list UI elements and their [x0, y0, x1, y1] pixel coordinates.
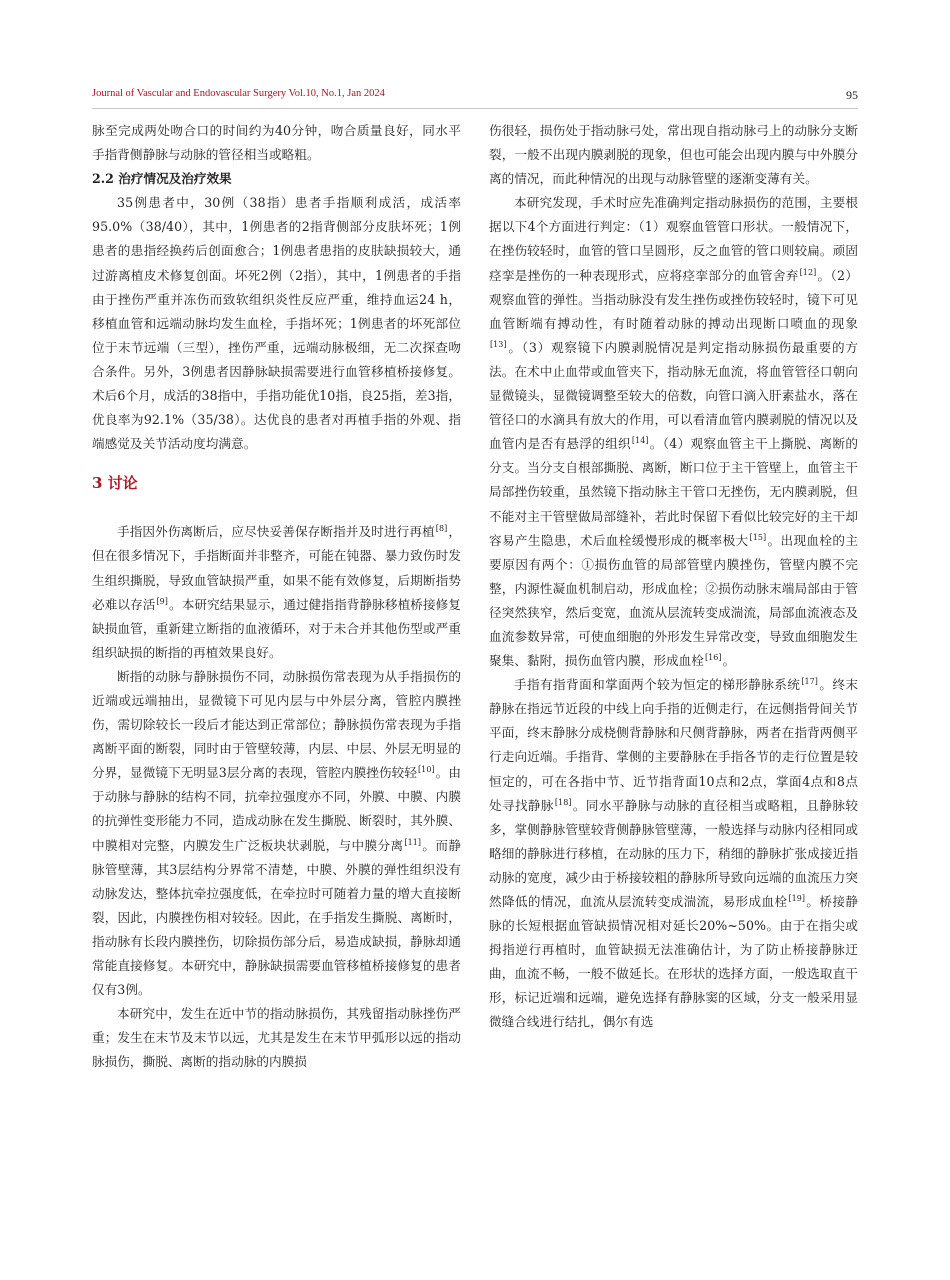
citation-ref: [15]	[749, 532, 767, 542]
text-run: 。本研究结果显示，通过健指指背静脉移植桥接修复缺损血管，重新建立断指的血液循环，对于未合并其他伤型或严重组织缺损的断指的再植效果良好。	[92, 596, 461, 660]
text-run: 手指有指背面和掌面两个较为恒定的梯形静脉系统	[514, 677, 801, 693]
citation-ref: [13]	[490, 339, 507, 349]
body-paragraph	[92, 191, 461, 456]
body-paragraph	[92, 1002, 461, 1074]
body-paragraph	[92, 665, 461, 1002]
header-divider	[92, 108, 858, 109]
citation-ref: [16]	[704, 653, 722, 663]
body-paragraph	[92, 520, 461, 665]
text-run: 。而静脉管壁薄，其3层结构分界常不清楚，中膜、外膜的弹性组织没有动脉发达，整体抗牵拉强度低，在牵拉时可随着力量的增大直接断裂，因此，内膜挫伤相对较轻。因此，在手指发生撕脱、离断时，指动脉有长段内膜挫伤，切除损伤部分后，易造成缺损，静脉却通常能直接修复。本研究中，静脉缺损需要血管移植桥接修复的患者仅有3例。	[92, 837, 461, 998]
text-run: ，但在很多情况下，手指断面并非整齐，可能在钝器、暴力致伤时发生组织撕脱，导致血管缺损严重，如果不能有效修复，后期断指势必难以存活	[92, 524, 461, 612]
citation-ref: [14]	[631, 436, 649, 446]
text-run: 伤很轻，损伤处于指动脉弓处，常出现自指动脉弓上的动脉分支断裂，一般不出现内膜剥脱的现象，但也可能会出现内膜与中外膜分离的情况，而此种情况的出现与动脉管壁的逐渐变薄有关。	[489, 123, 858, 187]
body-paragraph	[489, 119, 858, 191]
text-run: 手指因外伤离断后，应尽快妥善保存断指并及时进行再植	[117, 524, 435, 540]
citation-ref: [17]	[801, 677, 818, 687]
citation-ref: [8]	[435, 524, 448, 534]
citation-ref: [10]	[418, 765, 435, 775]
text-run: 。桥接静脉的长短根据血管缺损情况相对延长20%~50%。由于在指尖或拇指逆行再植时，血管缺损无法准确估计，为了防止桥接静脉迂曲，血流不畅，一般不做延长。在形状的选择方面，一般选取直干形，标记近端和远端，避免选择有静脉窦的区域，分支一般采用显微缝合线进行结扎，偶尔有选	[489, 894, 858, 1030]
body-paragraph	[489, 673, 858, 1034]
text-run: 。同水平静脉与动脉的直径相当或略粗，且静脉较多，掌侧静脉管壁较背侧静脉管壁薄，一般选择与动脉内径相同或略细的静脉进行移植，在动脉的压力下，稍细的静脉扩张成接近指动脉的宽度，减少由于桥接较粗的静脉所导致向远端的血流压力突然降低的情况，血流从层流转变成湍流，易形成血栓	[489, 797, 858, 909]
text-run: 。由于动脉与静脉的结构不同，抗牵拉强度亦不同，外膜、中膜、内膜的抗弹性变形能力不同，造成动脉在发生撕脱、断裂时，其外膜、中膜相对完整，内膜发生广泛板块状剥脱，与中膜分离	[92, 765, 461, 853]
page-number: 95	[846, 88, 858, 102]
citation-ref: [19]	[788, 894, 806, 903]
citation-ref: [12]	[799, 267, 817, 277]
text-run: 脉至完成两处吻合口的时间约为40分钟，吻合质量良好，同水平手指背侧静脉与动脉的管径相当或略粗。	[92, 123, 461, 163]
left-column	[92, 119, 461, 1074]
text-run: 。（4）观察血管主干上撕脱、离断的分支。当分支自根部撕脱、离断，断口位于主干管壁上，血管主干局部挫伤较重，虽然镜下指动脉主干管口无挫伤，无内膜剥脱，但不能对主干管壁做局部缝补，若此时保留下看似比较完好的主干却容易产生隐患，术后血栓缓慢形成的概率极大	[489, 436, 858, 548]
section-heading: 3 讨论	[92, 474, 138, 493]
text-run: 。出现血栓的主要原因有两个：①损伤血管的局部管壁内膜挫伤，管壁内膜不完整，内源性凝血机制启动，形成血栓；②损伤动脉末端局部由于管径突然狭窄，然后变宽，血流从层流转变成湍流，局部血流液态及血流参数异常，可使血细胞的外形发生异常改变，导致血细胞发生聚集、黏附，损伤血管内膜，形成血栓	[489, 532, 858, 669]
text-run: 。终末静脉在指远节近段的中线上向手指的近侧走行，在远侧指骨间关节平面，终末静脉分成桡侧背静脉和尺侧背静脉，两者在指背两侧平行走向近端。手指背、掌侧的主要静脉在手指各节的走行位置是较恒定的，可在各指中节、近节指背面10点和2点，掌面4点和8点处寻找静脉	[489, 677, 858, 813]
journal-citation: Journal of Vascular and Endovascular Surgery Vol.10, No.1, Jan 2024	[92, 88, 385, 99]
text-run: 35例患者中，30例（38指）患者手指顺利成活，成活率95.0%（38/40），其中，1例患者的2指背侧部分皮肤坏死；1例患者的患指经换药后创面愈合；1例患者患指的皮肤缺损较大，通过游离植皮术修复创面。坏死2例（2指），其中，1例患者的手指由于挫伤严重并冻伤而致软组织炎性反应严重，维持血运24 h，移植血管和远端动脉均发生血栓，手指坏死；1例患者的坏死部位位于末节远端（三型），挫伤严重，远端动脉极细，无二次探查吻合条件。另外，3例患者因静脉缺损需要进行血管移植桥接修复。术后6个月，成活的38指中，手指功能优10指，良25指，差3指，优良率为92.1%（35/38）。达优良的患者对再植手指的外观、指端感觉及关节活动度均满意。	[92, 195, 461, 452]
citation-ref: [9]	[156, 596, 168, 606]
text-run: 本研究中，发生在近中节的指动脉损伤，其残留指动脉挫伤严重；发生在末节及末节以远，尤其是发生在末节甲弧形以远的指动脉损伤，撕脱、离断的指动脉的内膜损	[92, 1006, 461, 1070]
text-run: 。	[722, 653, 736, 669]
citation-ref: [11]	[404, 837, 422, 847]
body-paragraph	[92, 119, 461, 167]
right-column	[489, 119, 858, 1035]
text-run: 本研究发现，手术时应先准确判定指动脉损伤的范围，主要根据以下4个方面进行判定：（1）观察血管管口形状。一般情况下，在挫伤较轻时，血管的管口呈圆形，反之血管的管口则较扁。顽固痉挛是挫伤的一种表现形式，应将痉挛部分的血管舍弃	[489, 195, 858, 283]
text-run: 。（3）观察镜下内膜剥脱情况是判定指动脉损伤最重要的方法。在术中止血带或血管夹下，指动脉无血流，将血管管径口朝向显微镜头，显微镜调整至较大的倍数，向管口滴入肝素盐水，落在管径口的水滴具有放大的作用，可以看清血管内膜剥脱的情况以及血管内是否有悬浮的组织	[489, 339, 858, 452]
text-run: 。（2）观察血管的弹性。当指动脉没有发生挫伤或挫伤较轻时，镜下可见血管断端有搏动性，有时随着动脉的搏动出现断口喷血的现象	[489, 267, 858, 331]
citation-ref: [18]	[554, 797, 572, 807]
body-paragraph	[489, 191, 858, 673]
running-header	[92, 88, 858, 108]
subsection-heading: 2.2 治疗情况及治疗效果	[92, 171, 232, 187]
text-run: 断指的动脉与静脉损伤不同，动脉损伤常表现为从手指损伤的近端或远端抽出，显微镜下可见内层与中外层分离，管腔内膜挫伤，需切除较长一段后才能达到正常部位；静脉损伤常表现为手指离断平面的断裂，同时由于管壁较薄，内层、中层、外层无明显的分界，显微镜下无明显3层分离的表现，管腔内膜挫伤较轻	[92, 668, 461, 781]
